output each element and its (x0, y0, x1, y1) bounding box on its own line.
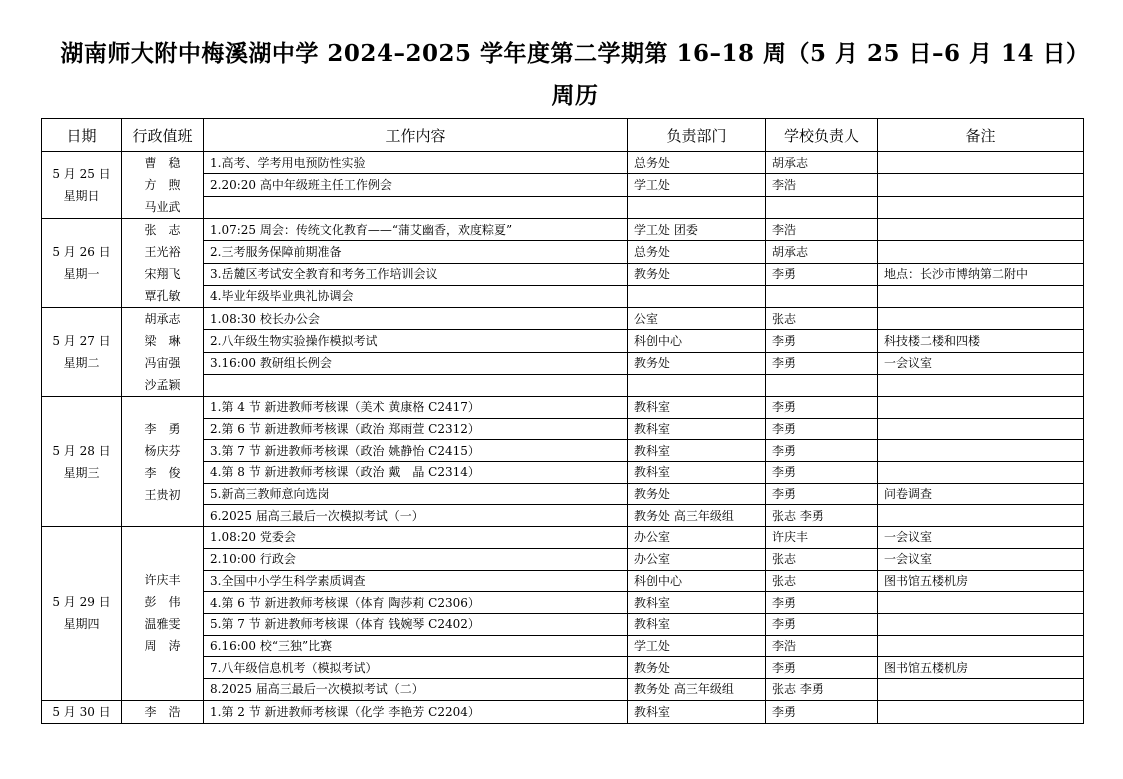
task-note (878, 418, 1084, 440)
table-row (42, 527, 1084, 549)
task-department: 教务处 (628, 263, 766, 285)
task-department: 教务处 (628, 657, 766, 679)
duty-cell (122, 152, 204, 219)
task-note: 一会议室 (878, 527, 1084, 549)
task-content: 2.第 6 节 新进教师考核课（政治 郑雨萱 C2312） (204, 418, 628, 440)
duty-cell (122, 308, 204, 397)
duty-cell (122, 219, 204, 308)
date-text: 5 月 25 日 (52, 167, 111, 181)
duty-person: 曹 稳 (144, 156, 181, 170)
duty-person: 张 志 (144, 223, 181, 237)
task-department: 教科室 (628, 462, 766, 484)
task-leader: 李勇 (766, 483, 878, 505)
task-leader: 张志 (766, 570, 878, 592)
duty-cell (122, 700, 204, 723)
task-department: 公室 (628, 308, 766, 330)
task-content: 3.岳麓区考试安全教育和考务工作培训会议 (204, 263, 628, 285)
task-leader: 李勇 (766, 263, 878, 285)
task-note (878, 505, 1084, 527)
schedule-body (42, 152, 1084, 724)
date-cell (42, 308, 122, 397)
task-leader: 李勇 (766, 352, 878, 374)
table-row (42, 308, 1084, 330)
task-content: 3.第 7 节 新进教师考核课（政治 姚静怡 C2415） (204, 440, 628, 462)
task-leader: 许庆丰 (766, 527, 878, 549)
task-leader: 李勇 (766, 418, 878, 440)
duty-person: 冯宙强 (144, 356, 181, 370)
header-duty: 行政值班 (122, 119, 204, 152)
task-leader (766, 374, 878, 396)
weekday-text: 星期日 (63, 189, 100, 203)
task-content: 4.第 6 节 新进教师考核课（体育 陶莎莉 C2306） (204, 592, 628, 614)
duty-person: 李 勇 (144, 421, 181, 436)
table-row (42, 152, 1084, 174)
task-leader: 胡承志 (766, 152, 878, 174)
task-note (878, 613, 1084, 635)
task-note (878, 678, 1084, 700)
task-leader: 李勇 (766, 592, 878, 614)
duty-person: 王贵初 (144, 487, 181, 502)
task-department: 教科室 (628, 700, 766, 723)
task-note: 一会议室 (878, 352, 1084, 374)
task-content: 3.全国中小学生科学素质调查 (204, 570, 628, 592)
task-note (878, 397, 1084, 419)
task-department: 教科室 (628, 397, 766, 419)
header-department: 负责部门 (628, 119, 766, 152)
date-cell (42, 152, 122, 219)
header-note: 备注 (878, 119, 1084, 152)
task-leader: 李浩 (766, 635, 878, 657)
duty-person: 温雅雯 (144, 617, 181, 632)
duty-person: 宋翔飞 (144, 267, 181, 281)
task-department: 学工处 (628, 174, 766, 196)
duty-person: 杨庆芬 (144, 443, 181, 458)
duty-cell (122, 397, 204, 527)
duty-person: 许庆丰 (144, 573, 181, 588)
task-content: 8.2025 届高三最后一次模拟考试（二） (204, 678, 628, 700)
task-department: 教科室 (628, 592, 766, 614)
task-content: 3.16:00 教研组长例会 (204, 352, 628, 374)
task-leader: 李勇 (766, 462, 878, 484)
task-note (878, 241, 1084, 263)
task-department: 科创中心 (628, 570, 766, 592)
task-note: 问卷调查 (878, 483, 1084, 505)
task-leader: 张志 (766, 548, 878, 570)
task-department: 教务处 高三年级组 (628, 678, 766, 700)
task-content: 4.毕业年级毕业典礼协调会 (204, 285, 628, 307)
duty-person: 马业武 (144, 200, 181, 214)
task-note (878, 374, 1084, 396)
task-note (878, 308, 1084, 330)
task-department: 教科室 (628, 613, 766, 635)
task-content (204, 196, 628, 218)
task-leader: 李勇 (766, 330, 878, 352)
duty-person: 覃孔敏 (144, 289, 181, 303)
task-department: 教科室 (628, 440, 766, 462)
task-content: 6.16:00 校“三独”比赛 (204, 635, 628, 657)
duty-person: 方 煦 (144, 178, 181, 192)
task-note (878, 174, 1084, 196)
task-department: 科创中心 (628, 330, 766, 352)
task-leader: 李勇 (766, 700, 878, 723)
task-department (628, 285, 766, 307)
task-leader: 李浩 (766, 174, 878, 196)
task-note: 地点：长沙市博纳第二附中 (878, 263, 1084, 285)
schedule-table (41, 118, 1084, 724)
weekday-text: 星期三 (63, 465, 100, 480)
duty-person: 胡承志 (144, 312, 181, 326)
task-note (878, 635, 1084, 657)
task-leader: 胡承志 (766, 241, 878, 263)
page-title: 湖南师大附中梅溪湖中学 2024–2025 学年度第二学期第 16–18 周（5 月 25 日–6 月 14 日）周历 (60, 40, 1090, 109)
task-department: 教科室 (628, 418, 766, 440)
duty-person: 李 俊 (144, 465, 181, 480)
task-department: 教务处 (628, 352, 766, 374)
task-content: 1.08:20 党委会 (204, 527, 628, 549)
task-note (878, 700, 1084, 723)
task-leader: 李勇 (766, 440, 878, 462)
task-leader (766, 285, 878, 307)
task-department (628, 374, 766, 396)
task-content: 4.第 8 节 新进教师考核课（政治 戴 晶 C2314） (204, 462, 628, 484)
task-note (878, 152, 1084, 174)
task-content: 1.08:30 校长办公会 (204, 308, 628, 330)
task-content: 2.八年级生物实验操作模拟考试 (204, 330, 628, 352)
task-content: 1.第 4 节 新进教师考核课（美术 黄康格 C2417） (204, 397, 628, 419)
date-text: 5 月 30 日 (52, 704, 111, 719)
date-cell (42, 700, 122, 723)
task-leader: 张志 (766, 308, 878, 330)
header-row (42, 119, 1084, 152)
task-content (204, 374, 628, 396)
task-content: 5.新高三教师意向选岗 (204, 483, 628, 505)
task-content: 2.三考服务保障前期准备 (204, 241, 628, 263)
task-note: 图书馆五楼机房 (878, 570, 1084, 592)
task-department: 办公室 (628, 527, 766, 549)
task-leader: 李浩 (766, 219, 878, 241)
duty-person: 彭 伟 (144, 595, 181, 610)
task-note (878, 440, 1084, 462)
task-department: 总务处 (628, 241, 766, 263)
task-note (878, 462, 1084, 484)
table-row (42, 397, 1084, 419)
task-department: 教务处 (628, 483, 766, 505)
task-note: 一会议室 (878, 548, 1084, 570)
table-row (42, 219, 1084, 241)
weekday-text: 星期二 (63, 356, 100, 370)
task-leader: 李勇 (766, 613, 878, 635)
date-cell (42, 219, 122, 308)
header-leader: 学校负责人 (766, 119, 878, 152)
task-department: 总务处 (628, 152, 766, 174)
task-leader (766, 196, 878, 218)
task-leader: 李勇 (766, 397, 878, 419)
task-leader: 张志 李勇 (766, 505, 878, 527)
task-department: 教务处 高三年级组 (628, 505, 766, 527)
task-note: 图书馆五楼机房 (878, 657, 1084, 679)
task-leader: 张志 李勇 (766, 678, 878, 700)
weekday-text: 星期四 (63, 617, 100, 632)
header-content: 工作内容 (204, 119, 628, 152)
task-content: 7.八年级信息机考（模拟考试） (204, 657, 628, 679)
duty-cell (122, 527, 204, 701)
task-note (878, 219, 1084, 241)
task-note (878, 196, 1084, 218)
task-department: 学工处 (628, 635, 766, 657)
task-note: 科技楼二楼和四楼 (878, 330, 1084, 352)
task-leader: 李勇 (766, 657, 878, 679)
header-date: 日期 (42, 119, 122, 152)
date-cell (42, 397, 122, 527)
date-text: 5 月 28 日 (52, 443, 111, 458)
date-text: 5 月 27 日 (52, 334, 111, 348)
task-note (878, 285, 1084, 307)
task-content: 6.2025 届高三最后一次模拟考试（一） (204, 505, 628, 527)
date-cell (42, 527, 122, 701)
weekday-text: 星期一 (63, 267, 100, 281)
duty-person: 李 浩 (144, 704, 181, 719)
task-content: 2.10:00 行政会 (204, 548, 628, 570)
duty-person: 周 涛 (144, 639, 181, 654)
task-content: 1.第 2 节 新进教师考核课（化学 李艳芳 C2204） (204, 700, 628, 723)
task-content: 2.20:20 高中年级班主任工作例会 (204, 174, 628, 196)
task-department: 办公室 (628, 548, 766, 570)
date-text: 5 月 26 日 (52, 245, 111, 259)
task-note (878, 592, 1084, 614)
task-department: 学工处 团委 (628, 219, 766, 241)
duty-person: 王光裕 (144, 245, 181, 259)
task-content: 1.07:25 周会：传统文化教育——“蒲艾幽香，欢度粽夏” (204, 219, 628, 241)
date-text: 5 月 29 日 (52, 595, 111, 610)
task-department (628, 196, 766, 218)
task-content: 5.第 7 节 新进教师考核课（体育 钱婉琴 C2402） (204, 613, 628, 635)
table-row (42, 700, 1084, 723)
duty-person: 梁 琳 (144, 334, 181, 348)
duty-person: 沙孟颖 (144, 378, 181, 392)
task-content: 1.高考、学考用电预防性实验 (204, 152, 628, 174)
